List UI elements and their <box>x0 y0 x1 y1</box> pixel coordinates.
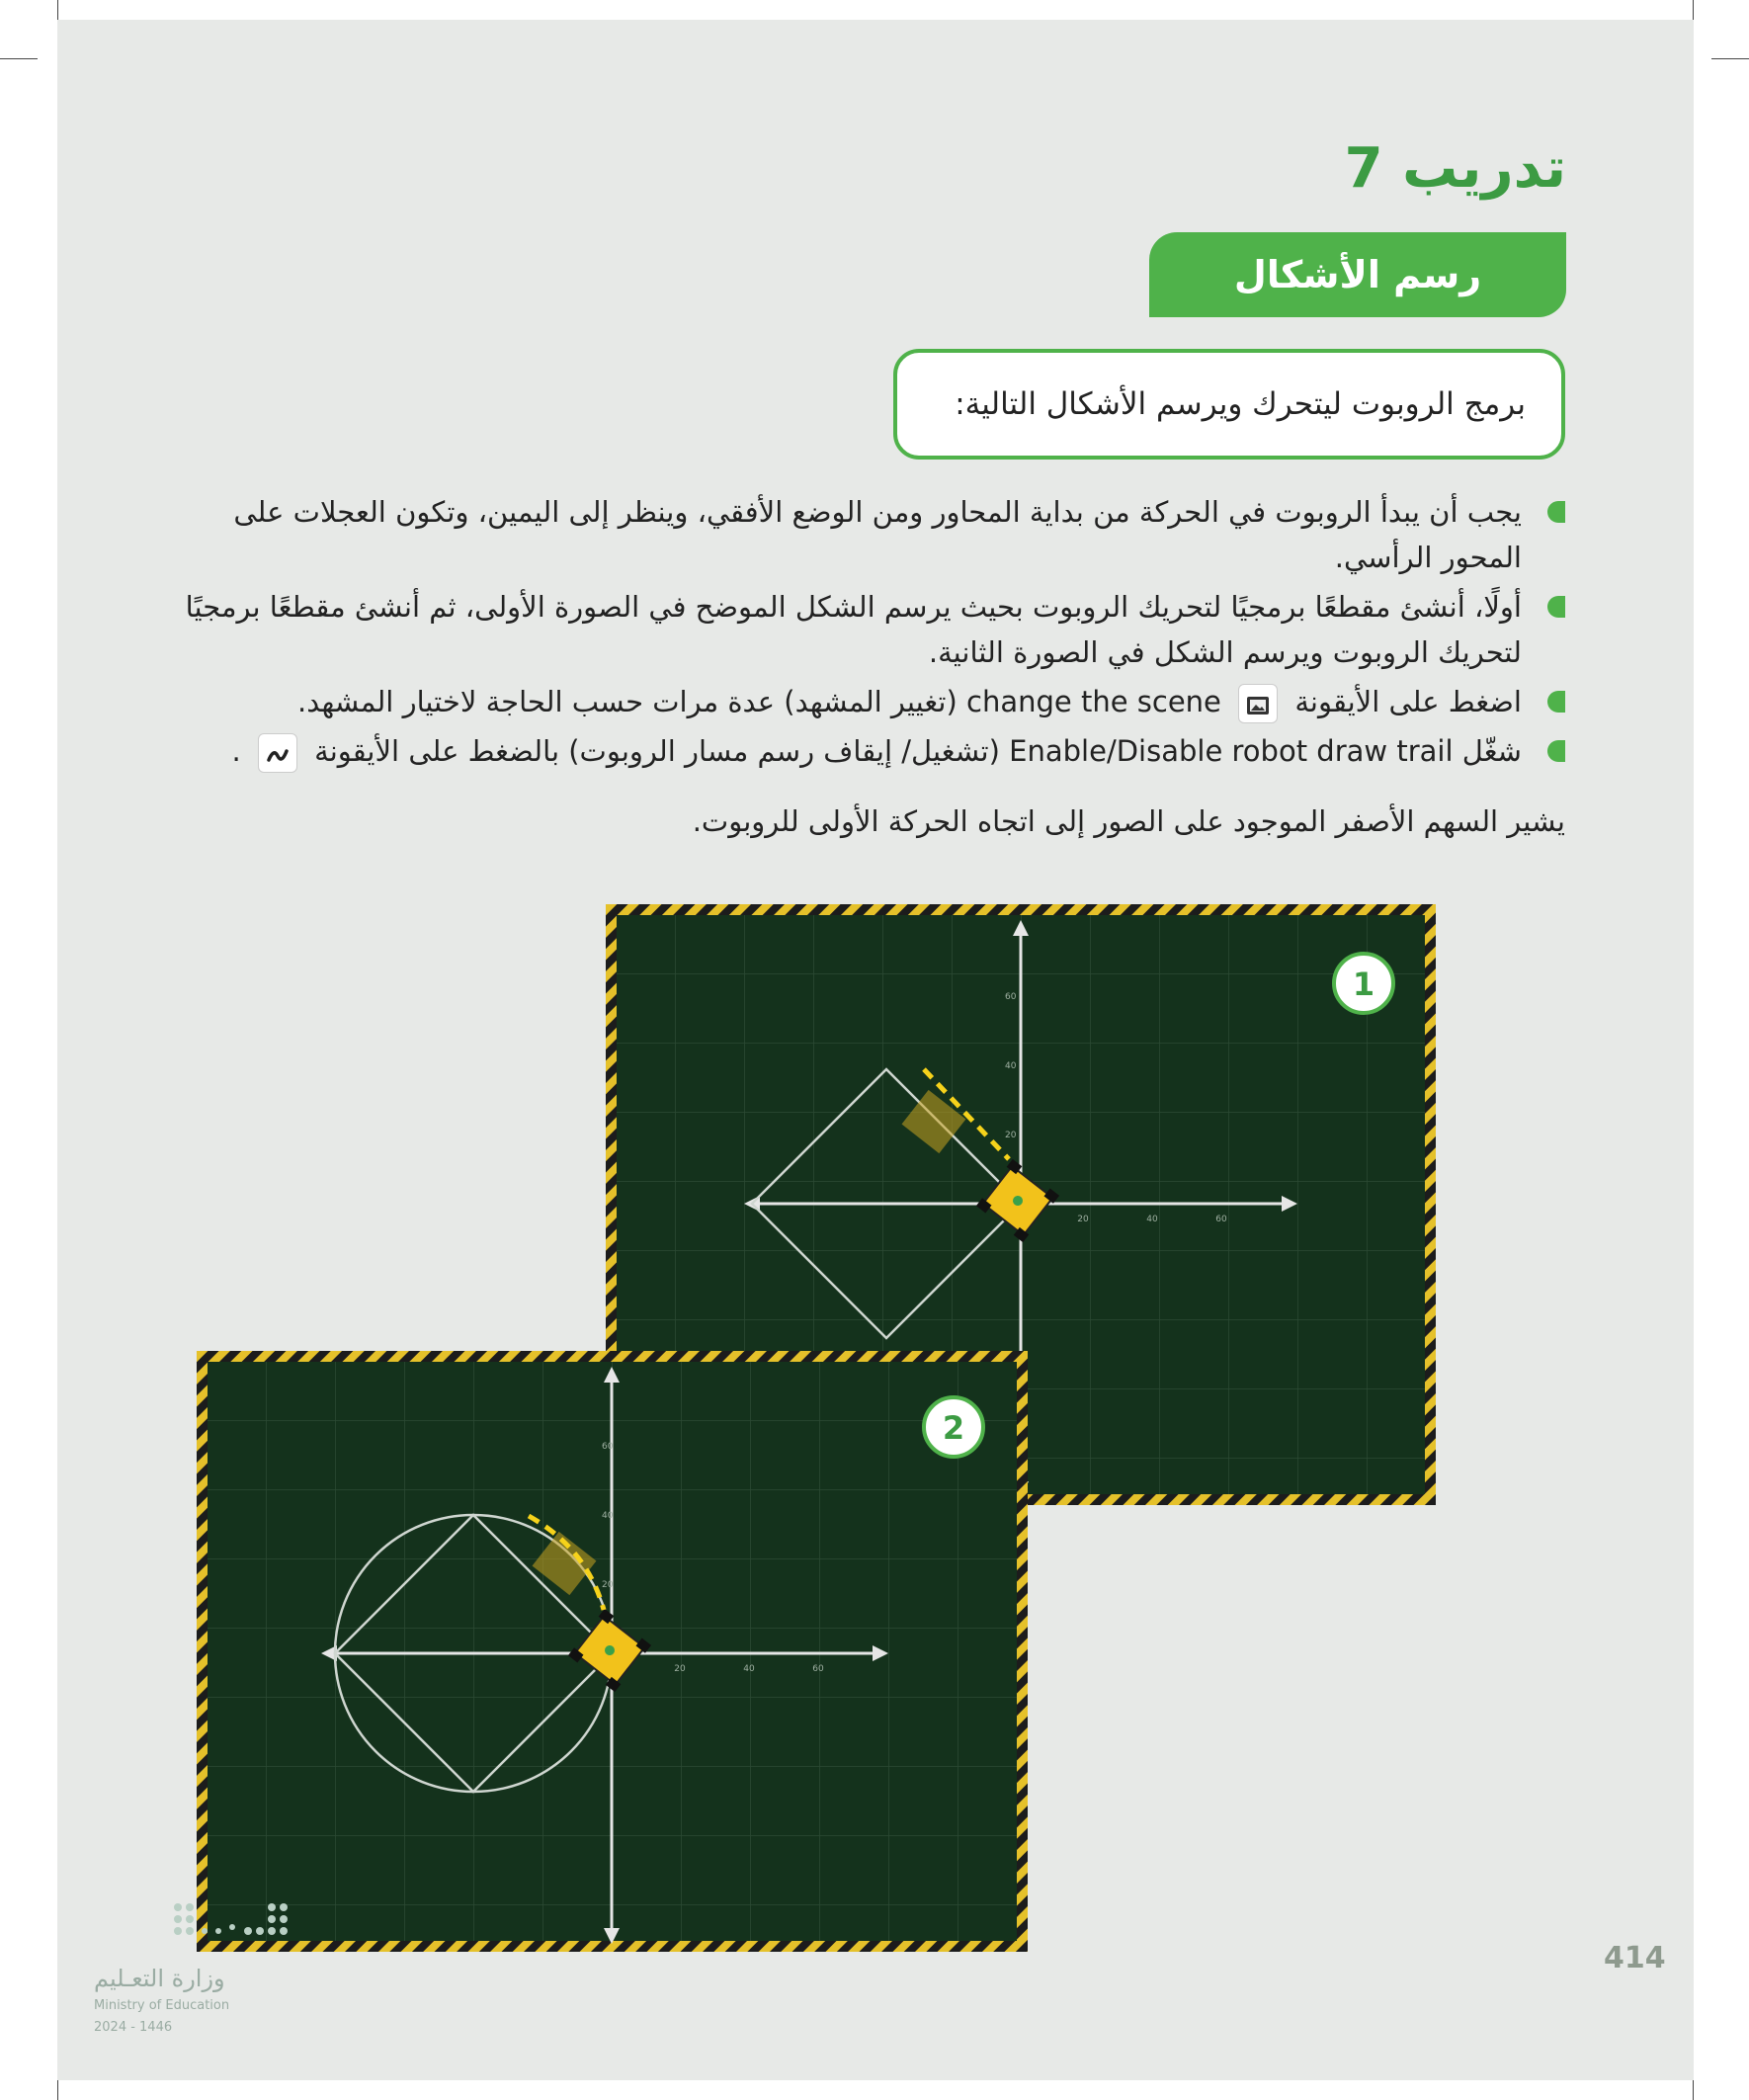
tick-label: 20 <box>602 1580 614 1590</box>
bullet-text-after: . <box>231 734 241 768</box>
ministry-name-en: Ministry of Education <box>94 1998 230 2013</box>
image-icon <box>1238 684 1278 723</box>
section-banner <box>1149 232 1566 317</box>
bullet-icon <box>1547 596 1565 618</box>
bullet-text-after: change the scene (تغيير المشهد) عدة مرات حسب الحاجة لاختيار المشهد. <box>297 685 1221 718</box>
instruction-list <box>177 489 1565 778</box>
bullet-icon <box>1547 691 1565 713</box>
banner-label: رسم الأشكال <box>1233 253 1482 296</box>
tick-label: 20 <box>674 1664 686 1674</box>
crop-mark <box>1711 58 1749 59</box>
edition-year: 2024 - 1446 <box>94 2020 173 2035</box>
tick-label: 40 <box>743 1664 755 1674</box>
tick-label: 60 <box>1005 992 1017 1002</box>
ministry-name-ar: وزارة التعـليم <box>94 1965 225 1992</box>
list-item <box>177 728 1565 774</box>
tick-label: 40 <box>1146 1215 1158 1224</box>
task-box <box>893 349 1565 460</box>
tick-label: 40 <box>1005 1061 1017 1071</box>
list-item <box>177 584 1565 675</box>
bullet-icon <box>1547 501 1565 523</box>
tick-label: 60 <box>602 1442 614 1452</box>
list-item <box>177 679 1565 724</box>
figure-2 <box>197 1351 1028 1952</box>
page-number: 414 <box>1604 1941 1666 1975</box>
bullet-text: أولًا، أنشئ مقطعًا برمجيًا لتحريك الروبوت بحيث يرسم الشكل الموضح في الصورة الأولى، ثم أنشئ مقطعًا برمجيًا لتحريك الروبوت ويرسم الشكل في الصورة الثانية. <box>185 590 1522 669</box>
bullet-text-before: اضغط على الأيقونة <box>1294 685 1522 718</box>
page-title: تدريب 7 <box>1344 136 1566 201</box>
bullet-text: يجب أن يبدأ الروبوت في الحركة من بداية المحاور ومن الوضع الأفقي، وينظر إلى اليمين، وتكون العجلات على المحور الرأسي. <box>233 495 1522 574</box>
tick-label: 60 <box>1215 1215 1227 1224</box>
tick-label: 20 <box>1077 1215 1089 1224</box>
note-text: يشير السهم الأصفر الموجود على الصور إلى اتجاه الحركة الأولى للروبوت. <box>692 804 1565 838</box>
bullet-text-before: شغّل Enable/Disable robot draw trail (تشغيل/ إيقاف رسم مسار الروبوت) بالضغط على الأيقونة <box>314 734 1522 768</box>
tick-label: 20 <box>1005 1131 1017 1140</box>
list-item <box>177 489 1565 580</box>
figure-badge: 2 <box>942 1409 965 1447</box>
trail-icon <box>258 733 297 773</box>
figure-badge: 1 <box>1352 966 1375 1003</box>
tick-label: 60 <box>812 1664 824 1674</box>
tick-label: 40 <box>602 1511 614 1521</box>
task-text: برمج الروبوت ليتحرك ويرسم الأشكال التالية: <box>955 386 1526 422</box>
bullet-icon <box>1547 740 1565 762</box>
crop-mark <box>0 58 38 59</box>
